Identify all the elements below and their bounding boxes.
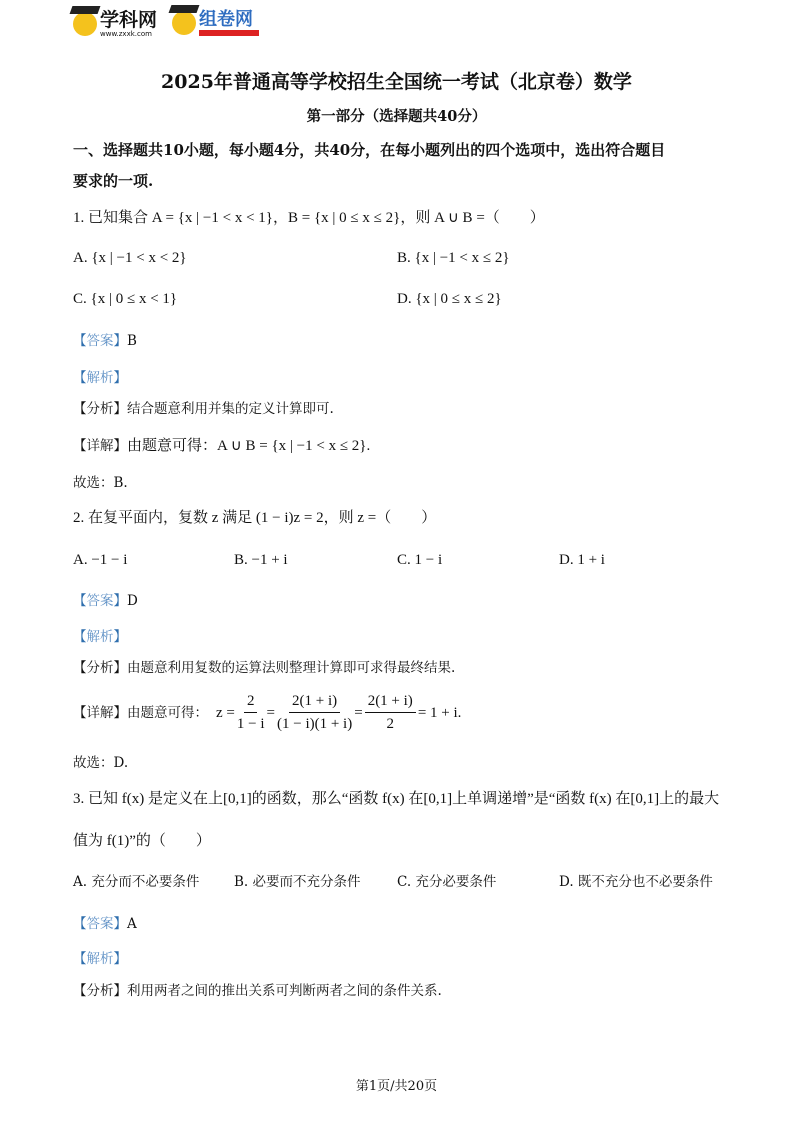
logo-zujuan (172, 10, 259, 36)
answer-tag: 【答案】 (73, 333, 127, 349)
q3-option-d: D. 既不充分也不必要条件 (559, 874, 713, 890)
logo-text: 学科网 (100, 9, 158, 31)
q2-answer: 【答案】D (73, 593, 138, 609)
q1-analysis-tag: 【解析】 (73, 370, 127, 386)
q2-option-a: A. −1 − i (73, 552, 128, 568)
q3-answer: 【答案】A (73, 916, 137, 932)
q3-analysis-tag: 【解析】 (73, 951, 127, 967)
fraction: $\frac{2}{1 - i}$ (237, 690, 265, 735)
q1-option-a: A. {x | −1 < x < 2} (73, 250, 187, 266)
q1-option-b: B. {x | −1 < x ≤ 2} (397, 250, 510, 266)
q1-option-d: D. {x | 0 ≤ x ≤ 2} (397, 291, 502, 307)
fraction: $\frac{2(1 + i)}{2}$ (365, 690, 416, 735)
q3-option-c: C. 充分必要条件 (397, 874, 497, 890)
q3-fenxi: 【分析】利用两者之间的推出关系可判断两者之间的条件关系. (73, 983, 442, 999)
logo-banner (199, 30, 259, 36)
q2-stem: 2. 在复平面内，复数 z 满足 (1 − i)z = 2，则 z =（ ） (73, 510, 437, 526)
section-heading-cont: 要求的一项. (73, 172, 154, 190)
q2-fenxi: 【分析】由题意利用复数的运算法则整理计算即可求得最终结果. (73, 660, 456, 676)
q2-xiangjie: 【详解】 由题意可得： z = $\frac{2}{1 - i}$ = $\frac{2(1 + i)}{(1 - i)(1 + i)}$ = $\frac{2(1 + i)}{2}$ = 1 + i. (73, 690, 461, 735)
mascot-icon (172, 11, 196, 35)
q2-choose: 故选：D. (73, 755, 129, 771)
q1-stem: 1. 已知集合 A = {x | −1 < x < 1}，B = {x | 0 ≤ x ≤ 2}，则 A ∪ B =（ ） (73, 210, 545, 226)
logo-url: www.zxxk.com (100, 30, 152, 38)
q3-stem: 3. 已知 f(x) 是定义在上[0,1]的函数，那么“函数 f(x) 在[0,1]上单调递增”是“函数 f(x) 在[0,1]上的最大 (73, 791, 720, 807)
q2-analysis-tag: 【解析】 (73, 629, 127, 645)
q1-xiangjie: 【详解】由题意可得：A ∪ B = {x | −1 < x ≤ 2}. (73, 438, 371, 454)
page-footer: 第1页/共20页 (355, 1079, 438, 1094)
q3-option-a: A. 充分而不必要条件 (73, 874, 200, 890)
part-heading: 第一部分（选择题共40分） (306, 108, 487, 125)
q1-choose: 故选：B. (73, 475, 128, 491)
logo-text: 组卷网 (199, 9, 253, 30)
q1-answer: 【答案】B (73, 333, 137, 349)
q3-option-b: B. 必要而不充分条件 (234, 874, 361, 890)
q1-option-c: C. {x | 0 ≤ x < 1} (73, 291, 178, 307)
logo-zxxk (73, 10, 157, 38)
mascot-icon (73, 12, 97, 36)
q2-option-d: D. 1 + i (559, 552, 605, 568)
q2-option-c: C. 1 − i (397, 552, 443, 568)
q2-option-b: B. −1 + i (234, 552, 288, 568)
q3-stem-cont: 值为 f(1)”的（ ） (73, 833, 211, 849)
page-title: 2025年普通高等学校招生全国统一考试（北京卷）数学 (161, 71, 632, 93)
section-heading: 一、选择题共10小题，每小题4分，共40分，在每小题列出的四个选项中，选出符合题目 (73, 141, 666, 159)
fraction: $\frac{2(1 + i)}{(1 - i)(1 + i)}$ (277, 690, 352, 735)
q1-fenxi: 【分析】结合题意利用并集的定义计算即可. (73, 401, 334, 417)
